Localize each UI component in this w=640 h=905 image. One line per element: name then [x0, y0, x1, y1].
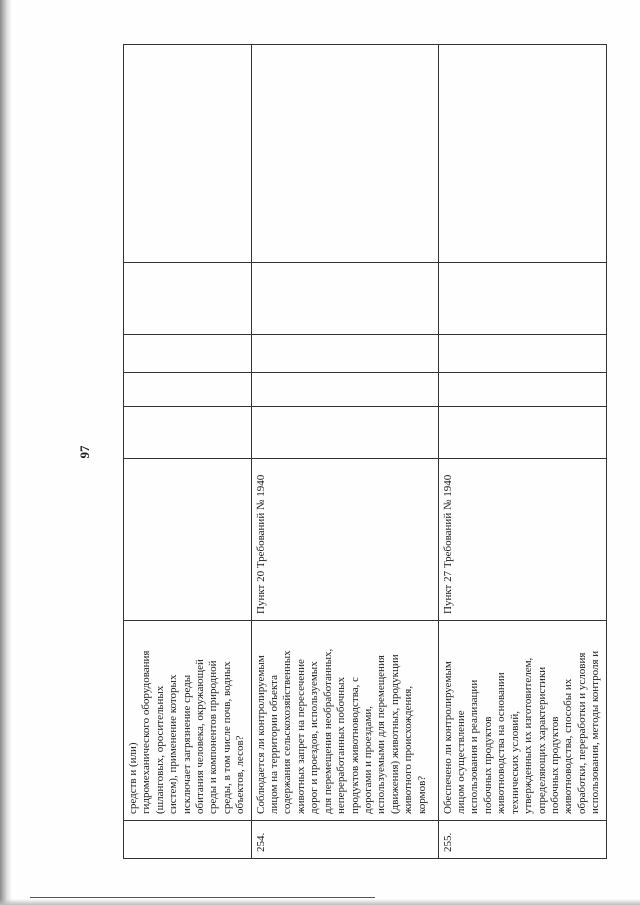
- answer-no-cell: [251, 373, 438, 407]
- notes-cell: [251, 45, 438, 263]
- row-number: 255.: [438, 821, 606, 859]
- answer-na-cell: [438, 335, 606, 373]
- answer-na-cell: [251, 335, 438, 373]
- question-cell: [124, 621, 252, 821]
- question-cell: [251, 621, 438, 821]
- row-number: [124, 821, 252, 859]
- scan-bottom-shadow: [0, 899, 640, 905]
- answer-yes-cell: [438, 407, 606, 459]
- row-number: 254.: [251, 821, 438, 859]
- answer-na-cell: [124, 335, 252, 373]
- requirement-cell: Пункт 20 Требований № 1940: [251, 459, 438, 621]
- comment-cell: [251, 263, 438, 335]
- page-number: 97: [77, 445, 92, 459]
- requirement-cell: Пункт 27 Требований № 1940: [438, 459, 606, 621]
- question-text: средств и (или) гидромеханического оборудования (шланговых, оросительных систем), применение которых исключает загрязнение среды обитания человека, окружающей среды и компонентов природной среды, в том числе почв, водных объектов, лесов?: [127, 650, 247, 814]
- table-row: [438, 45, 606, 859]
- question-text: Соблюдается ли контролируемым лицом на территории объекта содержания сельскохозяйственных животных запрет на пересечение дорог и проездов, используемых для перемещения необработанных, непереработанных побочных продуктов животноводства, с дорогами и проездами, используемыми для перемещения (движения) животных, продукции животного происхождения, кормов?: [254, 648, 428, 814]
- rotated-page-content: [55, 45, 602, 859]
- notes-cell: [438, 45, 606, 263]
- answer-no-cell: [124, 373, 252, 407]
- table-row: [251, 45, 438, 859]
- table-row: [124, 45, 252, 859]
- answer-no-cell: [438, 373, 606, 407]
- checklist-table: [123, 44, 607, 859]
- requirement-cell: [124, 459, 252, 621]
- answer-yes-cell: [251, 407, 438, 459]
- notes-cell: [124, 45, 252, 263]
- scan-edge-shadow: [0, 0, 12, 905]
- bottom-rule-line: [30, 897, 375, 898]
- comment-cell: [438, 263, 606, 335]
- question-cell: [438, 621, 606, 821]
- answer-yes-cell: [124, 407, 252, 459]
- comment-cell: [124, 263, 252, 335]
- question-text: Обеспечено ли контролируемым лицом осуществление использования и реализации побочных продуктов животноводства на основании технических условий, утвержденных их изготовителем, определяющих характеристики побочных продуктов животноводства, способы их обработки, переработки и условия использования, методы контроля и: [441, 650, 602, 814]
